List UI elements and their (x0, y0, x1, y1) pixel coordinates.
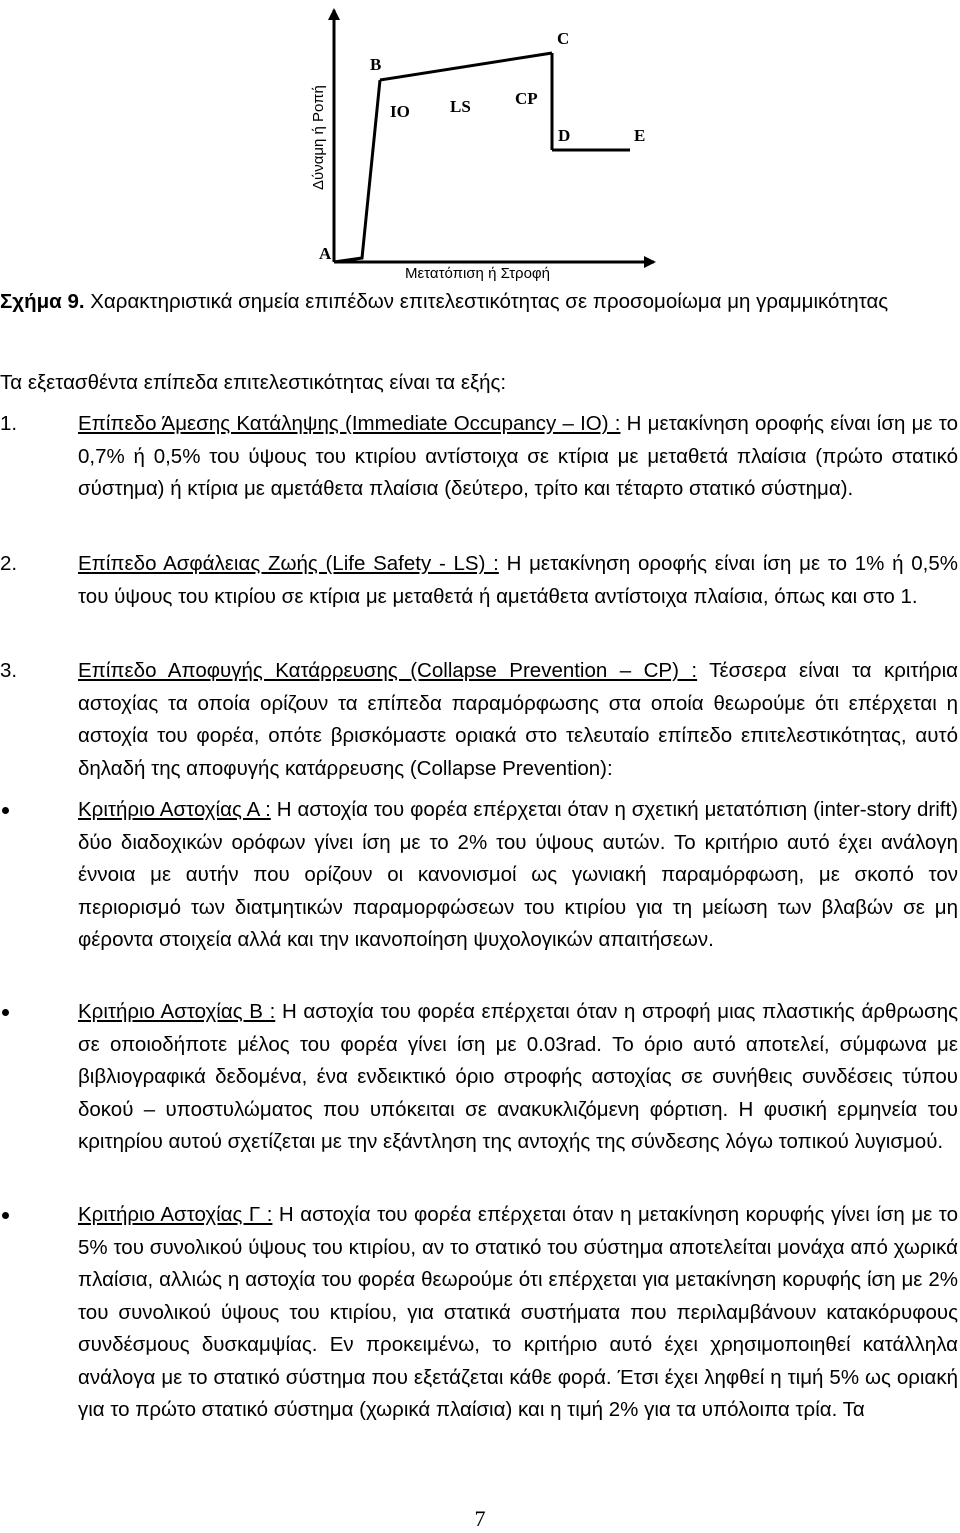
force-deformation-figure (0, 0, 960, 290)
item-number: 1. (0, 412, 18, 435)
intro-paragraph: Τα εξετασθέντα επίπεδα επιτελεστικότητας είναι τα εξής: (0, 371, 507, 394)
label-io: IO (390, 102, 410, 121)
bullet-item (0, 794, 960, 957)
bullet-heading: Κριτήριο Αστοχίας Γ : (78, 1203, 273, 1226)
item-body (78, 408, 958, 506)
item-heading: Επίπεδο Άμεσης Κατάληψης (Immediate Occupancy – IO) : (78, 412, 621, 435)
y-axis-label: Δύναμη ή Ροπή (310, 85, 327, 190)
caption-text: Χαρακτηριστικά σημεία επιπέδων επιτελεστικότητας σε προσομοίωμα μη γραμμικότητας (84, 290, 889, 313)
bullet-icon (2, 807, 9, 814)
item-text: Η μετακίνηση οροφής είναι ίση με το 0,7% ή 0,5% του ύψους του κτιρίου αντίστοιχα σε κτίρια με μεταθετά πλαίσια (πρώτο στατικό σύστημα) ή κτίρια με αμετάθετα πλαίσια (δεύτερο, τρίτο και τέταρτο στατικό σύστημα). (78, 412, 958, 500)
bullet-icon (2, 1212, 9, 1219)
item-body (78, 548, 958, 613)
list-item (0, 408, 960, 506)
bullet-icon (2, 1009, 9, 1016)
bullet-item (0, 996, 960, 1159)
label-d: D (558, 126, 571, 145)
bullet-text: Η αστοχία του φορέα επέρχεται όταν η σχετική μετατόπιση (inter-story drift) δύο διαδοχικών ορόφων γίνει ίση με το 2% του ύψους αυτών. Το κριτήριο αυτό έχει ανάλογη έννοια με αυτήν που ορίζουν οι κανονισμοί ως γωνιακή παραμόρφωση, με σκοπό τον περιορισμό των διατμητικών παραμορφώσεων του κτιρίου για τη μείωση των βλαβών σε μη φέροντα στοιχεία αλλά και την ικανοποίηση ψυχολογικών απαιτήσεων. (78, 798, 958, 951)
list-item (0, 655, 960, 785)
bullet-text: Η αστοχία του φορέα επέρχεται όταν η στροφή μιας πλαστικής άρθρωσης σε οποιοδήποτε μέλος του φορέα γίνει ίση με 0.03rad. Το όριο αυτό αποτελεί, σύμφωνα με βιβλιογραφικά δεδομένα, ένα ενδεικτικό όριο στροφής αστοχίας σε συνήθεις συνδέσεις τύπου δοκού – υποστυλώματος που υπόκειται σε ανακυκλιζόμενη φόρτιση. Η φυσική ερμηνεία του κριτηρίου αυτού σχετίζεται με την εξάντληση της αντοχής της σύνδεσης λόγω τοπικού λυγισμού. (78, 1000, 958, 1153)
item-number: 2. (0, 552, 18, 575)
item-text: Τέσσερα είναι τα κριτήρια αστοχίας τα οποία ορίζουν τα επίπεδα παραμόρφωσης στα οποία θεωρούμε ότι επέρχεται η αστοχία του φορέα, οπότε βρισκόμαστε οριακά στο τελευταίο επίπεδο επιτελεστικότητας, αυτό δηλαδή της αποφυγής κατάρρευσης (Collapse Prevention): (78, 659, 958, 780)
figure-caption (0, 287, 960, 317)
label-c: C (557, 29, 570, 48)
item-body (78, 655, 958, 785)
bullet-heading: Κριτήριο Αστοχίας Α : (78, 798, 271, 821)
item-text: Η μετακίνηση οροφής είναι ίση με το 1% ή 0,5% του ύψους του κτιρίου σε κτίρια με μεταθετά ή αμετάθετα αντίστοιχα πλαίσια, όπως και στο 1. (78, 552, 958, 608)
label-a: A (319, 244, 332, 263)
bullet-body (78, 996, 958, 1159)
bullet-item (0, 1199, 960, 1427)
caption-number: Σχήμα 9. (0, 290, 85, 313)
page-number: 7 (474, 1506, 486, 1531)
x-axis-label: Μετατόπιση ή Στροφή (405, 265, 551, 282)
item-number: 3. (0, 659, 18, 682)
label-b: B (370, 55, 382, 74)
label-ls: LS (450, 97, 471, 116)
bullet-body (78, 1199, 958, 1427)
label-e: E (634, 126, 646, 145)
bullet-body (78, 794, 958, 957)
bullet-heading: Κριτήριο Αστοχίας Β : (78, 1000, 276, 1023)
label-cp: CP (515, 89, 538, 108)
item-heading: Επίπεδο Ασφάλειας Ζωής (Life Safety - LS) : (78, 552, 499, 575)
bullet-text: Η αστοχία του φορέα επέρχεται όταν η μετακίνηση κορυφής γίνει ίση με το 5% του συνολικού ύψους του κτιρίου, αν το στατικό του σύστημα αποτελείται μονάχα από χωρικά πλαίσια, αλλιώς η αστοχία του φορέα θεωρούμε ότι επέρχεται για μετακίνηση κορυφής ίση με 2% του συνολικού ύψους του κτιρίου, για στατικά συστήματα που περιλαμβάνουν κατακόρυφους συνδέσμους δυσκαμψίας. Εν προκειμένω, το κριτήριο αυτό έχει χρησιμοποιηθεί κατάλληλα ανάλογα με το στατικό σύστημα που εξετάζεται κάθε φορά. Έτσι έχει ληφθεί η τιμή 5% ως οριακή για το πρώτο στατικό σύστημα (χωρικά πλαίσια) και η τιμή 2% για τα υπόλοιπα τρία. Τα (78, 1203, 958, 1421)
curve-a-b (334, 80, 380, 262)
list-item (0, 548, 960, 613)
curve-b-c (380, 53, 552, 80)
item-heading: Επίπεδο Αποφυγής Κατάρρευσης (Collapse Prevention – CP) : (78, 659, 698, 682)
